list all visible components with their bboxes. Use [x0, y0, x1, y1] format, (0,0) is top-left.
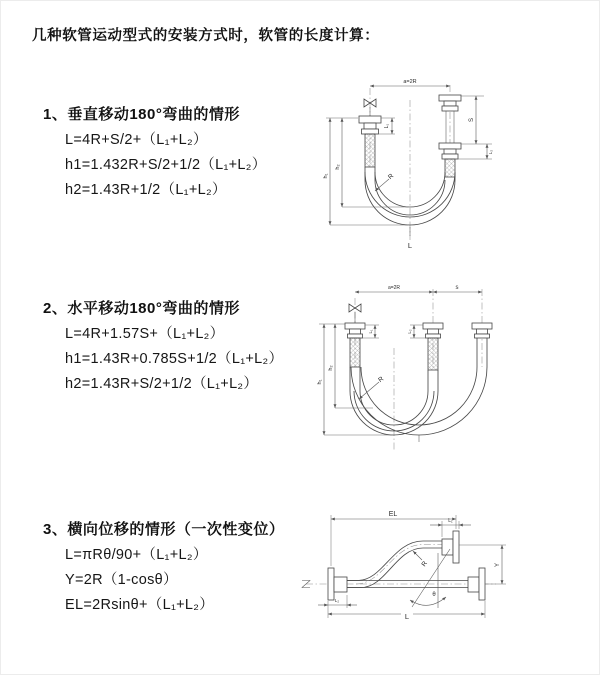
label-radius: R	[386, 172, 396, 182]
left-flange	[359, 116, 381, 134]
right-flange-moved-position	[472, 323, 492, 338]
left-flange	[345, 323, 365, 338]
dim-label-l: L	[404, 612, 410, 621]
dimension-el	[331, 511, 456, 569]
dim-label-a2r: a=2R	[403, 79, 417, 85]
formula-l: L=4R+1.57S+（L₁+L₂）	[65, 326, 225, 342]
radius-leader	[359, 375, 385, 399]
diagram-lateral-displacement	[298, 505, 598, 650]
dim-label-y: Y	[495, 562, 501, 568]
dim-label-l1: L₁	[384, 123, 390, 129]
section-3-heading: 3、横向位移的情形（一次性变位）	[43, 521, 285, 538]
label-radius: R	[420, 560, 429, 569]
dim-label-s: S	[469, 117, 475, 123]
dimension-s	[461, 96, 492, 144]
dim-label-l2: L₂	[407, 329, 412, 334]
middle-braid-section	[428, 338, 438, 370]
left-braid-section	[350, 338, 360, 367]
formula-h2: h2=1.43R+S/2+1/2（L₁+L₂）	[65, 376, 259, 392]
page-title: 几种软管运动型式的安装方式时，软管的长度计算：	[32, 28, 380, 44]
diagram-vertical-180-bend	[322, 72, 552, 257]
middle-flange	[423, 323, 443, 338]
left-braid-section	[365, 134, 375, 167]
dimension-a-2r	[355, 285, 433, 292]
dimension-s	[433, 285, 482, 292]
dim-label-a2r: a=2R	[387, 285, 401, 291]
dim-label-h1: h₁	[323, 173, 329, 179]
dimension-h2	[319, 324, 373, 408]
valve-icon	[349, 304, 361, 323]
formula-h2: h2=1.43R+1/2（L₁+L₂）	[65, 182, 227, 198]
dim-label-l2: L₂	[488, 149, 493, 155]
right-flange-original-position	[468, 568, 485, 600]
formula-h1: h1=1.432R+S/2+1/2（L₁+L₂）	[65, 157, 267, 173]
dim-label-h2: h₂	[328, 365, 334, 371]
section-lateral-displacement	[43, 522, 284, 613]
upper-flange-displaced-position	[442, 531, 459, 563]
formula-y: Y=2R（1-cosθ）	[65, 572, 178, 588]
dim-label-l2: L₂	[334, 598, 340, 603]
left-flange	[328, 568, 347, 600]
angle-theta-construction	[410, 549, 450, 608]
section-2-heading: 2、水平移动180°弯曲的情形	[43, 300, 240, 317]
section-horizontal-movement	[43, 301, 283, 392]
right-flange-lower-position	[439, 143, 461, 159]
dim-label-s: s	[455, 285, 459, 291]
section-1-heading: 1、垂直移动180°弯曲的情形	[43, 106, 240, 123]
formula-l: L=πRθ/90+（L₁+L₂）	[65, 547, 208, 563]
diagram-horizontal-180-bend	[315, 278, 565, 460]
formula-l: L=4R+S/2+（L₁+L₂）	[65, 132, 208, 148]
dimension-l	[328, 601, 485, 621]
label-length: L	[407, 241, 413, 250]
formula-el: EL=2Rsinθ+（L₁+L₂）	[65, 597, 215, 613]
dim-label-h1: h₁	[317, 379, 323, 385]
dimension-a-2r	[370, 79, 450, 86]
dimension-l1	[430, 518, 471, 537]
label-radius: R	[377, 375, 386, 384]
section-vertical-movement	[43, 107, 267, 198]
radius-leader	[413, 551, 429, 568]
dim-label-h2: h₂	[335, 164, 341, 170]
formula-h1: h1=1.43R+0.785S+1/2（L₁+L₂）	[65, 351, 284, 367]
dim-label-l1: L₁	[448, 518, 453, 524]
radius-leader	[375, 172, 395, 191]
dim-label-l1: L₁	[368, 329, 373, 334]
dimension-l2	[318, 595, 357, 608]
hose-u-bend-position-2	[351, 338, 487, 442]
label-theta: θ	[432, 592, 436, 598]
right-braid-section	[445, 159, 455, 177]
dim-label-el: EL	[388, 511, 398, 518]
